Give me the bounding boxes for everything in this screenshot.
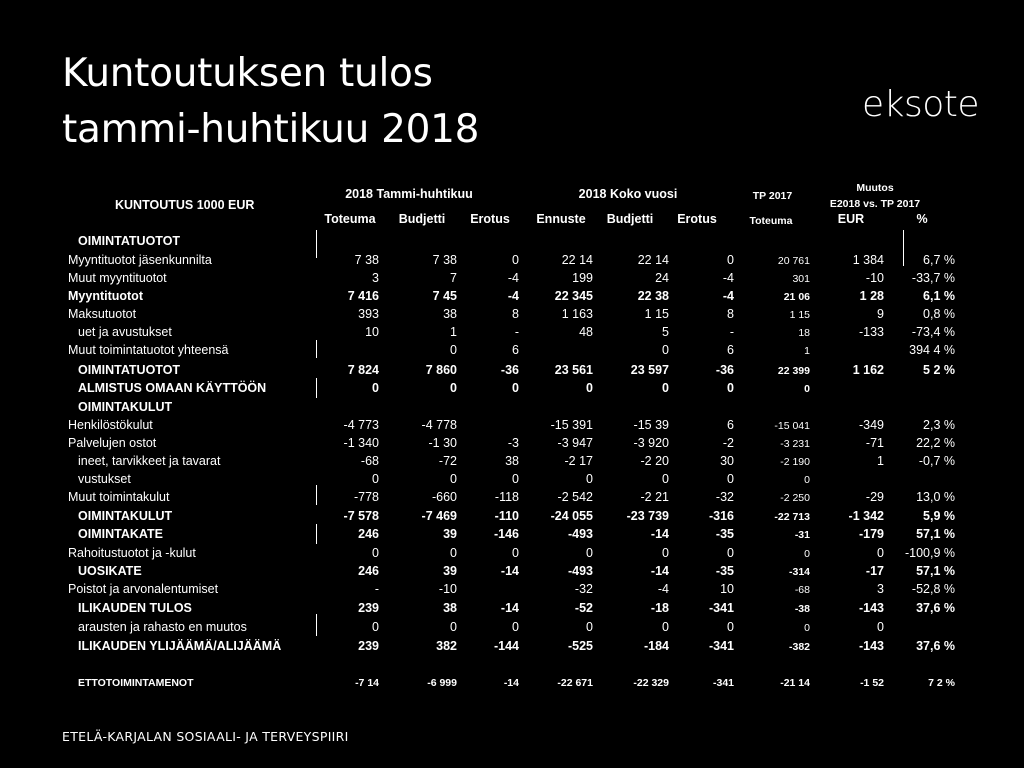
table-cell: 246 [358, 564, 379, 578]
table-cell: -52,8 % [911, 582, 955, 596]
table-cell: -314 [788, 566, 810, 578]
table-cell: 7 [450, 271, 457, 285]
table-cell: 10 [365, 325, 379, 339]
table-cell: -17 [865, 564, 884, 578]
table-cell: -1 342 [848, 509, 884, 523]
table-cell: 7 38 [432, 253, 457, 267]
column-header: Erotus [677, 212, 717, 226]
table-cell: 0 [372, 546, 379, 560]
table-cell: -10 [865, 271, 884, 285]
table-cell: 22 345 [554, 289, 593, 303]
table-cell: -2 17 [564, 454, 593, 468]
table-cell: 0,8 % [923, 307, 955, 321]
table-cell: -118 [494, 490, 519, 504]
table-cell: 22 14 [561, 253, 593, 267]
table-cell: 0 [372, 381, 379, 395]
table-cell: -349 [858, 418, 884, 432]
table-cell: 0 [586, 472, 593, 486]
table-cell: 18 [798, 327, 810, 339]
row-label: ineet, tarvikkeet ja tavarat [78, 454, 221, 468]
table-cell: 0 [512, 620, 519, 634]
row-label: OIMINTATUOTOT [78, 234, 181, 248]
table-cell: 0 [804, 383, 810, 395]
column-header: Toteuma [324, 212, 376, 226]
table-cell: 0 [450, 381, 457, 395]
table-cell: 199 [572, 271, 593, 285]
column-divider [316, 340, 317, 358]
table-cell: -15 39 [633, 418, 669, 432]
table-cell: 1 15 [789, 309, 810, 321]
table-cell: 0 [662, 343, 669, 357]
table-cell: 57,1 % [916, 564, 955, 578]
row-label: Muut toimintatuotot yhteensä [68, 343, 229, 357]
row-label: UOSIKATE [78, 564, 142, 578]
table-cell: 6,7 % [923, 253, 955, 267]
table-cell: -1 30 [428, 436, 457, 450]
column-group-tp-2017: TP 2017 [752, 190, 793, 202]
table-cell: -22 713 [774, 511, 810, 523]
table-cell: 38 [443, 307, 457, 321]
table-cell: -2 190 [780, 456, 810, 468]
table-cell: - [729, 325, 734, 339]
column-group-muutos: Muutos [856, 182, 894, 194]
column-group-koko-vuosi: 2018 Koko vuosi [578, 187, 678, 201]
table-cell: -100,9 % [904, 546, 955, 560]
table-cell: -1 52 [860, 677, 884, 689]
row-label: ETTOTOIMINTAMENOT [78, 677, 194, 689]
table-cell: -35 [715, 564, 734, 578]
table-cell: 1 [450, 325, 457, 339]
table-cell: 0 [372, 620, 379, 634]
table-cell: - [514, 325, 519, 339]
table-cell: 0 [512, 472, 519, 486]
table-cell: 2,3 % [923, 418, 955, 432]
table-cell: 239 [358, 639, 379, 653]
table-cell: -15 391 [550, 418, 593, 432]
table-cell: 6 [727, 343, 734, 357]
table-cell: 5 [662, 325, 669, 339]
table-cell: -2 542 [557, 490, 593, 504]
table-cell: -24 055 [550, 509, 593, 523]
table-cell: -341 [712, 677, 734, 689]
table-cell: -3 231 [780, 438, 810, 450]
row-label: ILIKAUDEN YLIJÄÄMÄ/ALIJÄÄMÄ [78, 639, 282, 653]
table-cell: 0 [450, 546, 457, 560]
row-label: Rahoitustuotot ja -kulut [68, 546, 196, 560]
row-label: Henkilöstökulut [68, 418, 153, 432]
table-cell: -4 [657, 582, 669, 596]
table-cell: 5 2 % [923, 363, 955, 377]
table-cell: 10 [720, 582, 734, 596]
table-cell: -382 [788, 641, 810, 653]
table-cell: -22 329 [633, 677, 669, 689]
table-cell: 1 [877, 454, 884, 468]
table-cell: -3 947 [557, 436, 593, 450]
table-cell: -144 [493, 639, 519, 653]
table-cell: -778 [353, 490, 379, 504]
column-header: Ennuste [536, 212, 586, 226]
table-cell: -4 773 [343, 418, 379, 432]
row-label: ILIKAUDEN TULOS [78, 601, 192, 615]
table-cell: -14 [650, 527, 669, 541]
table-cell: 1 15 [644, 307, 669, 321]
table-cell: 6,1 % [923, 289, 955, 303]
table-cell: 0 [586, 546, 593, 560]
table-cell: 22 14 [637, 253, 669, 267]
table-cell: 38 [443, 601, 457, 615]
table-cell: -4 778 [421, 418, 457, 432]
table-cell: 0 [804, 622, 810, 634]
table-cell: 0 [877, 546, 884, 560]
slide-title-line1: Kuntoutuksen tulos [62, 51, 433, 96]
organization-footer: ETELÄ-KARJALAN SOSIAALI- JA TERVEYSPIIRI [62, 729, 349, 744]
table-cell: 7 2 % [928, 677, 955, 689]
table-cell: -6 999 [427, 677, 457, 689]
row-label: Palvelujen ostot [68, 436, 157, 450]
column-header: Budjetti [398, 212, 446, 226]
table-cell: -184 [643, 639, 669, 653]
table-cell: -4 [507, 271, 519, 285]
table-cell: 0 [450, 343, 457, 357]
table-cell: 0 [450, 620, 457, 634]
row-label: Poistot ja arvonalentumiset [68, 582, 219, 596]
table-cell: -7 578 [343, 509, 379, 523]
table-cell: 38 [505, 454, 519, 468]
table-cell: -36 [715, 363, 734, 377]
row-label: vustukset [78, 472, 131, 486]
table-cell: 0 [804, 548, 810, 560]
table-cell: 393 [358, 307, 379, 321]
table-cell: -15 041 [774, 420, 810, 432]
table-cell: 22 399 [777, 365, 810, 377]
table-cell: 0 [586, 381, 593, 395]
row-label: Muut toimintakulut [68, 490, 170, 504]
table-cell: -143 [858, 601, 884, 615]
table-cell: -14 [500, 601, 519, 615]
table-cell: -52 [574, 601, 593, 615]
table-cell: 37,6 % [916, 639, 955, 653]
table-cell: -36 [500, 363, 519, 377]
row-label: OIMINTAKULUT [78, 400, 173, 414]
table-cell: -2 21 [640, 490, 669, 504]
table-cell: 7 860 [425, 363, 457, 377]
table-cell: -71 [865, 436, 884, 450]
table-cell: -525 [567, 639, 593, 653]
table-cell: -660 [431, 490, 457, 504]
table-cell: 30 [720, 454, 734, 468]
table-cell: 0 [727, 620, 734, 634]
table-cell: 0 [372, 472, 379, 486]
table-cell: 13,0 % [916, 490, 955, 504]
table-cell: 1 [804, 345, 810, 357]
table-cell: -68 [794, 584, 810, 596]
table-cell: 0 [877, 620, 884, 634]
table-cell: -341 [708, 601, 734, 615]
table-cell: 0 [727, 472, 734, 486]
table-cell: -493 [567, 527, 593, 541]
table-cell: 6 [512, 343, 519, 357]
table-cell: 382 [436, 639, 457, 653]
table-cell: 0 [512, 253, 519, 267]
column-group-muutos-subtitle: E2018 vs. TP 2017 [829, 198, 921, 210]
row-label: uet ja avustukset [78, 325, 172, 339]
column-header: % [916, 212, 928, 226]
table-cell: -4 [722, 271, 734, 285]
table-cell: 0 [662, 381, 669, 395]
row-label: Muut myyntituotot [68, 271, 167, 285]
table-cell: -4 [722, 289, 734, 303]
table-cell: 57,1 % [916, 527, 955, 541]
table-cell: -7 469 [421, 509, 457, 523]
table-cell: 7 45 [432, 289, 457, 303]
column-group-tammi-huhtikuu: 2018 Tammi-huhtikuu [345, 187, 473, 201]
table-cell: -7 14 [355, 677, 379, 689]
column-header: EUR [837, 212, 865, 226]
table-cell: -68 [360, 454, 379, 468]
table-cell: -33,7 % [911, 271, 955, 285]
table-cell: -2 250 [780, 492, 810, 504]
table-cell: -179 [858, 527, 884, 541]
table-cell: -72 [438, 454, 457, 468]
eksote-logo: eksote [862, 84, 980, 125]
table-cell: -38 [794, 603, 810, 615]
table-cell: -35 [715, 527, 734, 541]
table-cell: 0 [512, 546, 519, 560]
table-cell: 39 [443, 527, 457, 541]
table-cell: -143 [858, 639, 884, 653]
column-header: Toteuma [749, 215, 793, 227]
table-cell: 23 561 [554, 363, 593, 377]
table-cell: 0 [662, 546, 669, 560]
row-label: Maksutuotot [68, 307, 137, 321]
row-label: arausten ja rahasto en muutos [78, 620, 247, 634]
table-cell: -21 14 [780, 677, 810, 689]
table-cell: 0 [727, 381, 734, 395]
table-cell: -2 [722, 436, 734, 450]
row-label: OIMINTATUOTOT [78, 363, 181, 377]
table-cell: -341 [708, 639, 734, 653]
table-cell: 23 597 [630, 363, 669, 377]
table-cell: 21 06 [783, 291, 810, 303]
table-cell: -4 [507, 289, 519, 303]
table-cell: 3 [877, 582, 884, 596]
table-cell: -14 [650, 564, 669, 578]
table-cell: -133 [858, 325, 884, 339]
table-cell: -31 [794, 529, 810, 541]
table-cell: -1 340 [343, 436, 379, 450]
table-cell: 7 38 [354, 253, 379, 267]
table-cell: 5,9 % [923, 509, 955, 523]
table-cell: - [374, 582, 379, 596]
table-cell: 1 28 [859, 289, 884, 303]
table-cell: -22 671 [557, 677, 593, 689]
table-cell: 22,2 % [916, 436, 955, 450]
table-cell: -3 920 [633, 436, 669, 450]
row-label: ALMISTUS OMAAN KÄYTTÖÖN [78, 381, 267, 395]
column-header: Budjetti [606, 212, 654, 226]
table-cell: 39 [443, 564, 457, 578]
table-cell: 301 [792, 273, 810, 285]
table-cell: 0 [450, 472, 457, 486]
table-cell: 0 [662, 620, 669, 634]
table-cell: 239 [358, 601, 379, 615]
column-header: Erotus [470, 212, 510, 226]
table-cell: 1 163 [561, 307, 593, 321]
table-cell: 1 384 [852, 253, 884, 267]
row-label: Myyntituotot jäsenkunnilta [68, 253, 212, 267]
table-cell: -0,7 % [918, 454, 955, 468]
table-cell: -14 [503, 677, 519, 689]
table-cell: 7 416 [347, 289, 379, 303]
table-cell: -493 [567, 564, 593, 578]
table-cell: 1 162 [852, 363, 884, 377]
slide-title-line2: tammi-huhtikuu 2018 [62, 107, 480, 152]
table-cell: 9 [877, 307, 884, 321]
table-cell: -2 20 [640, 454, 669, 468]
table-cell: 24 [655, 271, 669, 285]
table-cell: 8 [727, 307, 734, 321]
table-cell: 394 4 % [909, 343, 955, 357]
table-cell: -146 [493, 527, 519, 541]
table-cell: 7 824 [347, 363, 379, 377]
table-cell: -32 [574, 582, 593, 596]
table-cell: 0 [586, 620, 593, 634]
table-header-label: KUNTOUTUS 1000 EUR [115, 198, 255, 212]
table-cell: -14 [500, 564, 519, 578]
row-label: OIMINTAKULUT [78, 509, 173, 523]
table-cell: 246 [358, 527, 379, 541]
table-cell: 0 [727, 253, 734, 267]
table-cell: 20 761 [777, 255, 810, 267]
table-cell: -10 [438, 582, 457, 596]
table-cell: 6 [727, 418, 734, 432]
table-cell: -110 [494, 509, 519, 523]
row-label: OIMINTAKATE [78, 527, 163, 541]
table-cell: 8 [512, 307, 519, 321]
table-cell: -32 [715, 490, 734, 504]
table-cell: 0 [804, 474, 810, 486]
table-cell: 0 [727, 546, 734, 560]
table-cell: 0 [512, 381, 519, 395]
table-cell: -316 [708, 509, 734, 523]
table-cell: 0 [662, 472, 669, 486]
table-cell: 22 38 [637, 289, 669, 303]
table-cell: -3 [507, 436, 519, 450]
table-cell: 37,6 % [916, 601, 955, 615]
table-cell: -29 [865, 490, 884, 504]
table-cell: -23 739 [626, 509, 669, 523]
table-cell: -18 [650, 601, 669, 615]
table-cell: -73,4 % [911, 325, 955, 339]
row-label: Myyntituotot [68, 289, 143, 303]
table-cell: 48 [579, 325, 593, 339]
table-cell: 3 [372, 271, 379, 285]
